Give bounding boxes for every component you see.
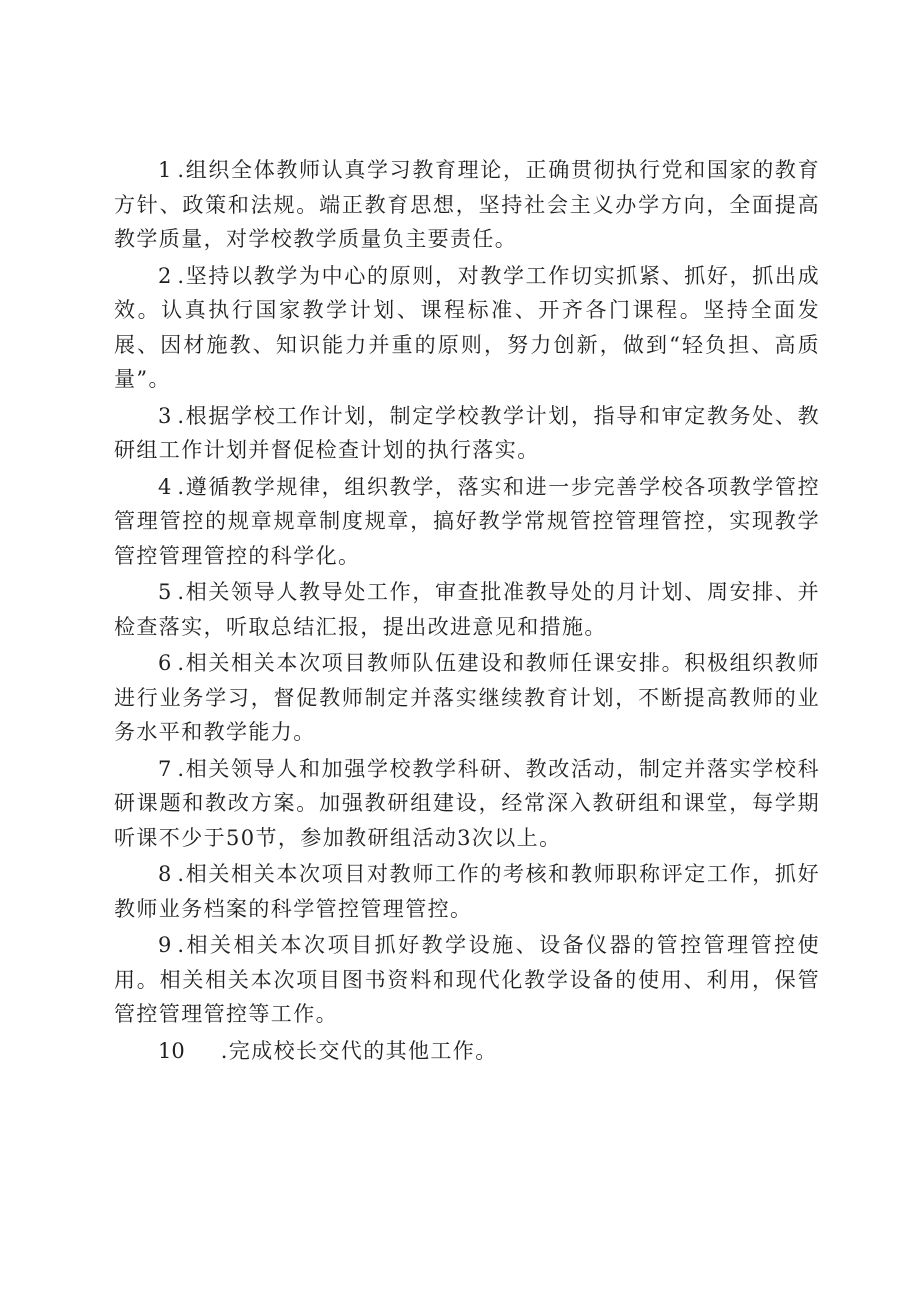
list-item-6: [114, 646, 820, 750]
item-text: .完成校长交代的其他工作。: [220, 1038, 498, 1063]
list-item-7: [114, 752, 820, 856]
item-number: 10: [158, 1038, 185, 1063]
item-text: .相关领导人教导处工作，审查批准教导处的月计划、周安排、并检查落实，听取总结汇报，提出改进意见和措施。: [114, 580, 820, 639]
item-text: .根据学校工作计划，制定学校教学计划，指导和审定教务处、教研组工作计划并督促检查计划的执行落实。: [114, 403, 820, 462]
item-text: .组织全体教师认真学习教育理论，正确贯彻执行党和国家的教育方针、政策和法规。端正教育思想，坚持社会主义办学方向，全面提高教学质量，对学校教学质量负主要责任。: [114, 158, 820, 251]
item-number: 9: [158, 933, 172, 957]
item-number: 4: [158, 474, 172, 499]
item-number: 7: [158, 756, 172, 781]
document-body: [114, 153, 820, 1070]
list-item-3: [114, 399, 820, 468]
item-text: .相关相关本次项目教师队伍建设和教师任课安排。积极组织教师进行业务学习，督促教师制定并落实继续教育计划，不断提高教师的业务水平和教学能力。: [114, 651, 820, 744]
list-item-10: [114, 1034, 820, 1069]
list-item-9: [114, 928, 820, 1032]
list-item-8: [114, 857, 820, 926]
list-item-4: [114, 470, 820, 574]
item-number: 8: [158, 862, 172, 886]
list-item-1: [114, 153, 820, 257]
item-number: 3: [158, 403, 172, 428]
item-number: 2: [158, 263, 172, 288]
item-number: 6: [158, 651, 172, 675]
item-number: 5: [158, 580, 172, 604]
item-text: .相关领导人和加强学校教学科研、教改活动，制定并落实学校科研课题和教改方案。加强教研组建设，经常深入教研组和课堂，每学期听课不少于50节，参加教研组活动3次以上。: [114, 756, 820, 850]
item-text: .遵循教学规律，组织教学，落实和进一步完善学校各项教学管控管理管控的规章规章制度规章，搞好教学常规管控管理管控，实现教学管控管理管控的科学化。: [114, 474, 820, 568]
item-text: .相关相关本次项目对教师工作的考核和教师职称评定工作，抓好教师业务档案的科学管控管理管控。: [114, 862, 820, 921]
item-text: .坚持以教学为中心的原则，对教学工作切实抓紧、抓好，抓出成效。认真执行国家教学计划、课程标准、开齐各门课程。坚持全面发展、因材施教、知识能力并重的原则，努力创新，做到“轻负担、高质量”。: [114, 263, 820, 391]
item-number: 1: [158, 158, 172, 182]
item-text: .相关相关本次项目抓好教学设施、设备仪器的管控管理管控使用。相关相关本次项目图书资料和现代化教学设备的使用、利用，保管管控管理管控等工作。: [114, 933, 820, 1026]
list-item-5: [114, 575, 820, 644]
list-item-2: [114, 259, 820, 397]
